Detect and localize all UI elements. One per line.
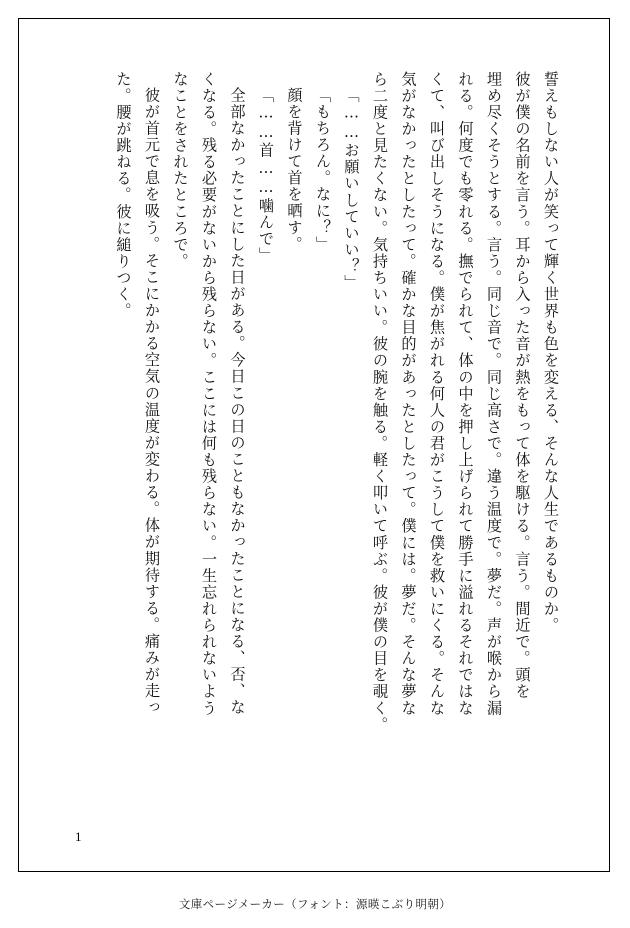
page-number: 1 <box>75 829 82 844</box>
vertical-text-body <box>73 71 565 801</box>
text-line: 気がなかったとしたって。確かな目的があったとしたって。僕には。夢だ。そんな夢な <box>399 71 418 717</box>
text-line: くなる。残る必要がないから残らない。ここには何も残らない。一生忘れられないよう <box>200 71 218 717</box>
text-line: 彼が首元で息を吸う。そこにかかる空気の温度が変わる。体が期待する。痛みが走っ <box>143 87 161 716</box>
text-line: れる。何度でも零れる。撫でられて、体の中を押し上げられて勝手に溢れるそれではな <box>456 71 475 717</box>
text-line: 「もちろん。なに？」 <box>314 87 332 253</box>
text-line: 「……首……噛んで」 <box>257 87 275 264</box>
text-line: 全部なかったことにした日がある。今日この日のこともなかったことになる、否、な <box>228 87 247 716</box>
page-frame <box>18 18 610 872</box>
text-line: 顔を背けて首を晒す。 <box>285 87 304 253</box>
text-line: 彼が僕の名前を言う。耳から入った音が熱をもって体を駆ける。言う。間近で。頭を <box>513 71 532 700</box>
text-line: 誓えもしない人が笑って輝く世界も色を変える、そんな人生であるものか。 <box>542 71 560 634</box>
footer-credit: 文庫ページメーカー（フォント：源暎こぶり明朝） <box>178 897 452 911</box>
text-line: 埋め尽くそうとする。言う。同じ音で。同じ高さで。違う温度で。夢だ。声が喉から漏 <box>485 71 503 717</box>
text-line: 「……お願いしていい？」 <box>342 87 361 292</box>
text-line: なことをされたところで。 <box>171 71 190 270</box>
text-line: ら二度と見たくない。気持ちいい。彼の腕を触る。軽く叩いて呼ぶ。彼が僕の目を覗く。 <box>371 71 389 733</box>
text-line: くて、叫び出しそうになる。僕が焦がれる何人の君がこうして僕を救いにくる。そんな <box>428 71 446 717</box>
text-line: た。腰が跳ねる。彼に縋りつく。 <box>114 71 133 320</box>
